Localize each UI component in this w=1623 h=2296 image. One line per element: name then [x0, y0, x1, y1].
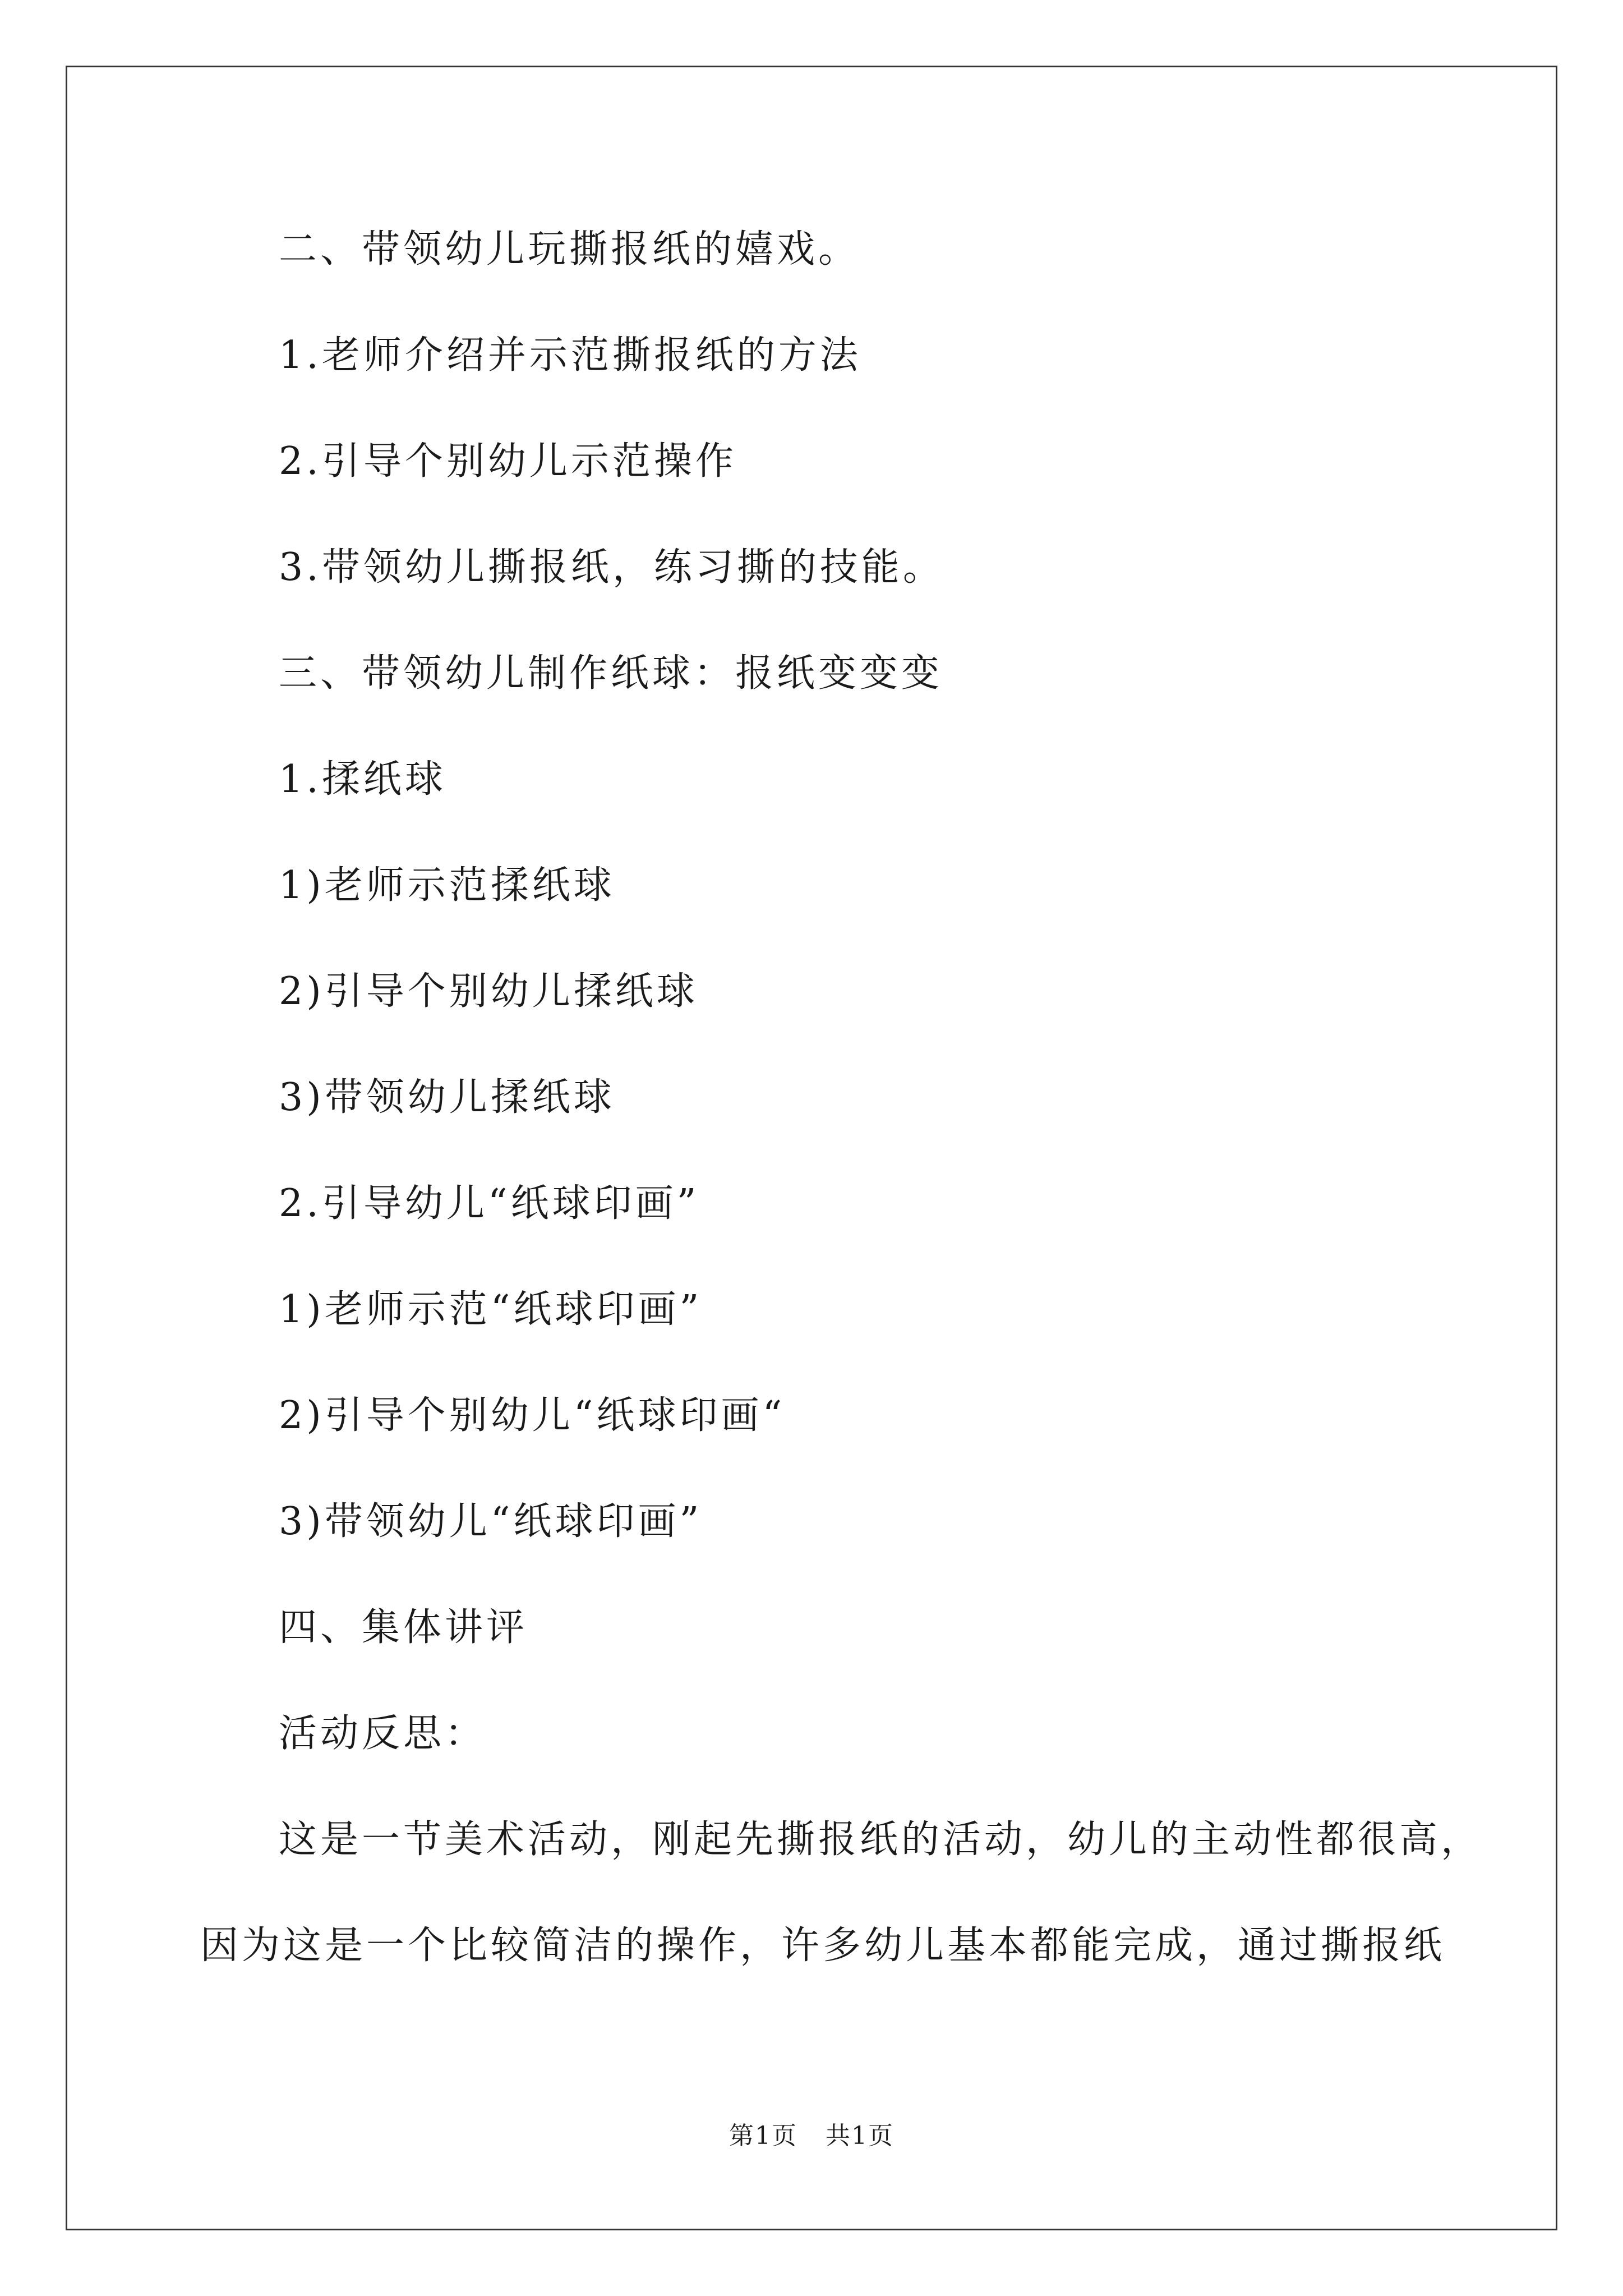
page-footer [0, 2120, 1623, 2152]
list-item: 2.引导幼儿“纸球印画” [279, 1181, 700, 1226]
list-item: 2.引导个别幼儿示范操作 [279, 439, 737, 484]
list-item: 1)老师示范“纸球印画” [279, 1287, 703, 1332]
list-item: 1)老师示范揉纸球 [279, 863, 615, 908]
page-number-total: 共1页 [826, 2122, 894, 2150]
heading-section-2: 二、带领幼儿玩撕报纸的嬉戏。 [279, 227, 860, 272]
list-item: 1.揉纸球 [279, 757, 446, 802]
list-item: 2)引导个别幼儿揉纸球 [279, 969, 698, 1014]
list-item: 3.带领幼儿撕报纸，练习撕的技能。 [279, 545, 944, 590]
page-number-current: 第1页 [729, 2122, 797, 2150]
list-item: 2)引导个别幼儿“纸球印画“ [279, 1393, 786, 1438]
list-item: 1.老师介绍并示范撕报纸的方法 [279, 333, 861, 378]
list-item: 3)带领幼儿“纸球印画” [279, 1499, 703, 1544]
paragraph-line: 这是一节美术活动，刚起先撕报纸的活动，幼儿的主动性都很高， [279, 1818, 1483, 1862]
list-item: 3)带领幼儿揉纸球 [279, 1075, 615, 1120]
paragraph-line: 因为这是一个比较简洁的操作，许多幼儿基本都能完成，通过撕报纸 [200, 1924, 1446, 1968]
page-border [66, 66, 1557, 2230]
heading-reflection: 活动反思： [279, 1711, 487, 1756]
heading-section-4: 四、集体讲评 [279, 1605, 528, 1650]
heading-section-3: 三、带领幼儿制作纸球：报纸变变变 [279, 651, 943, 696]
